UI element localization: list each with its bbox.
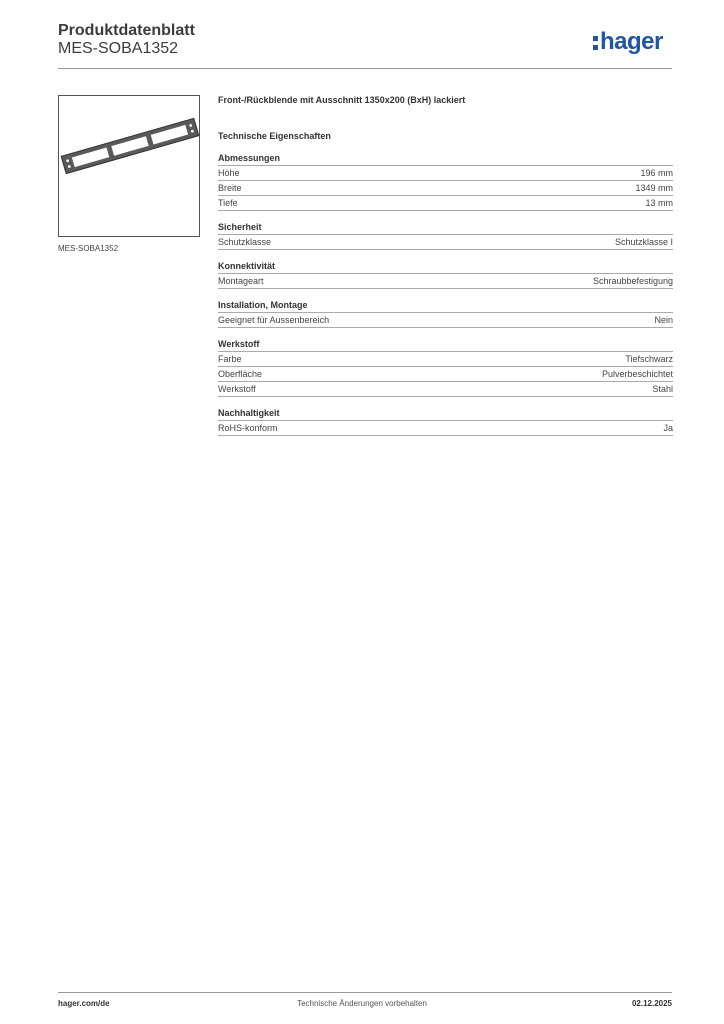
- footer-website-link[interactable]: hager.com/de: [58, 999, 110, 1008]
- property-label: Schutzklasse: [218, 237, 272, 247]
- product-image-caption: MES-SOBA1352: [58, 244, 119, 253]
- section-konnektivitaet: [218, 260, 673, 289]
- product-number: MES-SOBA1352: [58, 40, 179, 57]
- tech-properties-heading: Technische Eigenschaften: [218, 131, 331, 141]
- property-label: Werkstoff: [218, 384, 256, 394]
- property-label: Geeignet für Aussenbereich: [218, 315, 330, 325]
- section-heading: Konnektivität: [218, 260, 673, 274]
- property-label: Farbe: [218, 354, 242, 364]
- section-heading: Installation, Montage: [218, 299, 673, 313]
- property-row: [218, 421, 673, 436]
- property-row: [218, 166, 673, 181]
- section-werkstoff: [218, 338, 673, 397]
- property-row: [218, 196, 673, 211]
- footer-divider: [58, 992, 672, 993]
- section-heading: Abmessungen: [218, 152, 673, 166]
- section-heading: Sicherheit: [218, 221, 673, 235]
- property-value: 13 mm: [645, 198, 673, 208]
- footer-disclaimer: Technische Änderungen vorbehalten: [297, 999, 427, 1008]
- logo-text: hager: [600, 28, 663, 55]
- property-row: [218, 352, 673, 367]
- property-row: [218, 382, 673, 397]
- hager-logo: [593, 28, 663, 56]
- property-row: [218, 367, 673, 382]
- section-heading: Werkstoff: [218, 338, 673, 352]
- property-label: Breite: [218, 183, 242, 193]
- header-divider: [58, 68, 672, 69]
- property-value: Nein: [654, 315, 673, 325]
- property-value: Stahl: [652, 384, 673, 394]
- section-sicherheit: [218, 221, 673, 250]
- page-title: Produktdatenblatt: [58, 22, 195, 39]
- property-label: Tiefe: [218, 198, 238, 208]
- property-row: [218, 235, 673, 250]
- property-row: [218, 181, 673, 196]
- property-value: 196 mm: [640, 168, 673, 178]
- property-label: Montageart: [218, 276, 264, 286]
- property-label: RoHS-konform: [218, 423, 278, 433]
- property-value: 1349 mm: [635, 183, 673, 193]
- product-panel-image: [59, 96, 201, 238]
- logo-dots-icon: [593, 31, 598, 51]
- section-heading: Nachhaltigkeit: [218, 407, 673, 421]
- property-value: Schutzklasse I: [614, 237, 673, 247]
- section-installation-montage: [218, 299, 673, 328]
- property-label: Oberfläche: [218, 369, 263, 379]
- section-nachhaltigkeit: [218, 407, 673, 436]
- footer-date: 02.12.2025: [631, 999, 672, 1008]
- product-details: [218, 95, 673, 446]
- property-value: Schraubbefestigung: [592, 276, 673, 286]
- property-value: Tiefschwarz: [625, 354, 673, 364]
- property-value: Ja: [663, 423, 673, 433]
- product-image-frame: [58, 95, 200, 237]
- product-description: Front-/Rückblende mit Ausschnitt 1350x200 (BxH) lackiert: [218, 95, 466, 105]
- property-row: [218, 313, 673, 328]
- property-row: [218, 274, 673, 289]
- property-label: Höhe: [218, 168, 240, 178]
- property-value: Pulverbeschichtet: [601, 369, 673, 379]
- section-abmessungen: [218, 152, 673, 211]
